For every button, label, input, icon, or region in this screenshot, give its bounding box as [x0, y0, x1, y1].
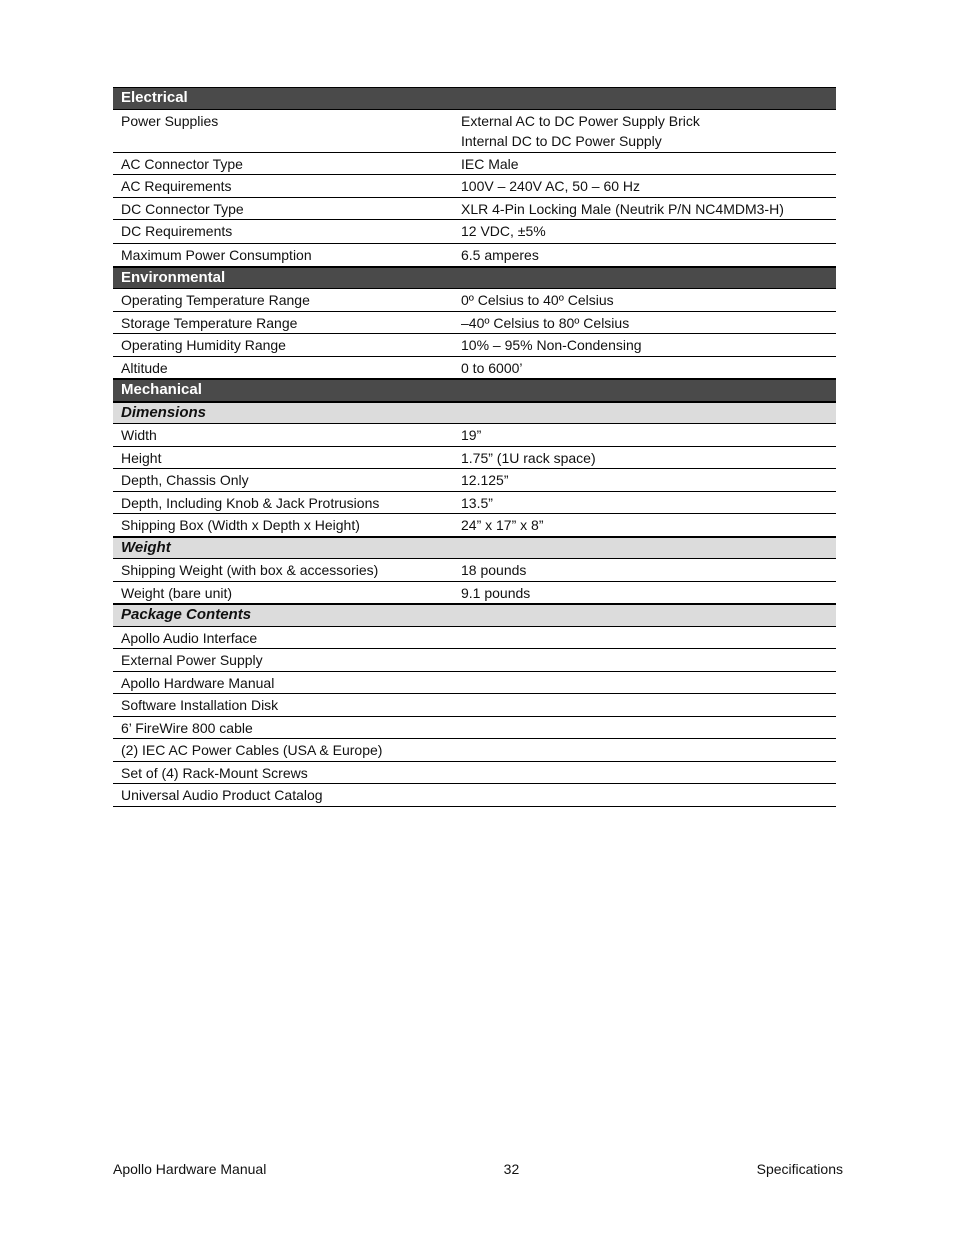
row-label: Height	[121, 449, 162, 466]
row-label: Maximum Power Consumption	[121, 247, 312, 263]
table-row	[113, 469, 836, 492]
row-value: –40º Celsius to 80º Celsius	[461, 314, 630, 331]
footer-chapter-title: Specifications	[756, 1161, 843, 1177]
section-header-environmental: Environmental	[113, 267, 836, 290]
table-row	[113, 582, 836, 605]
row-value: 0º Celsius to 40º Celsius	[461, 292, 614, 308]
row-label: Altitude	[121, 359, 168, 376]
row-label: Weight (bare unit)	[121, 584, 233, 601]
row-value: 100V – 240V AC, 50 – 60 Hz	[461, 178, 641, 194]
table-row	[113, 357, 836, 380]
table-row	[113, 153, 836, 176]
page-number: 32	[503, 1161, 520, 1177]
row-label: Width	[121, 427, 157, 443]
table-row	[113, 559, 836, 582]
table-row	[113, 244, 836, 267]
row-label: Shipping Box (Width x Depth x Height)	[121, 517, 360, 533]
row-value: 10% – 95% Non-Condensing	[461, 337, 642, 353]
table-row	[113, 312, 836, 335]
table-row	[113, 424, 836, 447]
row-label: Storage Temperature Range	[121, 314, 298, 331]
section-header-mechanical: Mechanical	[113, 379, 836, 402]
subsection-header-weight: Weight	[113, 537, 836, 560]
row-label: DC Connector Type	[121, 200, 244, 217]
row-value: 18 pounds	[461, 562, 527, 578]
row-label: Depth, Including Knob & Jack Protrusions	[121, 494, 380, 511]
table-row	[113, 447, 836, 470]
list-item: 6’ FireWire 800 cable	[113, 717, 836, 740]
row-value: IEC Male	[461, 155, 519, 172]
table-row	[113, 220, 836, 244]
row-label: Operating Humidity Range	[121, 337, 286, 353]
row-value: 12 VDC, ±5%	[461, 223, 546, 239]
row-label: AC Connector Type	[121, 155, 243, 172]
table-row	[113, 514, 836, 537]
subsection-header-package-contents: Package Contents	[113, 604, 836, 627]
section-header-electrical: Electrical	[113, 87, 836, 110]
row-label: Operating Temperature Range	[121, 292, 310, 308]
row-value: 24” x 17” x 8”	[461, 517, 544, 533]
row-value: 19”	[461, 427, 482, 443]
row-value: XLR 4-Pin Locking Male (Neutrik P/N NC4MDM3-H)	[461, 200, 784, 217]
row-label: Depth, Chassis Only	[121, 472, 249, 488]
list-item: Apollo Audio Interface	[113, 627, 836, 650]
table-row	[113, 198, 836, 221]
table-row	[113, 492, 836, 515]
row-value: 1.75” (1U rack space)	[461, 449, 596, 466]
row-label: Shipping Weight (with box & accessories)	[121, 562, 379, 578]
row-value: 12.125”	[461, 472, 509, 488]
list-item: External Power Supply	[113, 649, 836, 672]
row-label: DC Requirements	[121, 223, 233, 239]
table-row	[113, 289, 836, 312]
footer-manual-title: Apollo Hardware Manual	[113, 1161, 267, 1177]
row-value: External AC to DC Power Supply Brick Internal DC to DC Power Supply	[461, 112, 700, 149]
table-row	[113, 175, 836, 198]
row-label: AC Requirements	[121, 178, 232, 194]
list-item: Set of (4) Rack-Mount Screws	[113, 762, 836, 785]
subsection-header-dimensions: Dimensions	[113, 402, 836, 425]
row-value: 13.5”	[461, 494, 493, 511]
table-row	[113, 334, 836, 357]
list-item: Software Installation Disk	[113, 694, 836, 717]
list-item: (2) IEC AC Power Cables (USA & Europe)	[113, 739, 836, 762]
row-value: 9.1 pounds	[461, 584, 531, 601]
row-label: Power Supplies	[121, 112, 219, 129]
page-footer	[113, 1161, 843, 1177]
table-row	[113, 110, 836, 153]
row-value: 0 to 6000’	[461, 359, 523, 376]
spec-table	[113, 87, 836, 807]
list-item: Universal Audio Product Catalog	[113, 784, 836, 807]
list-item: Apollo Hardware Manual	[113, 672, 836, 695]
row-value: 6.5 amperes	[461, 247, 539, 263]
